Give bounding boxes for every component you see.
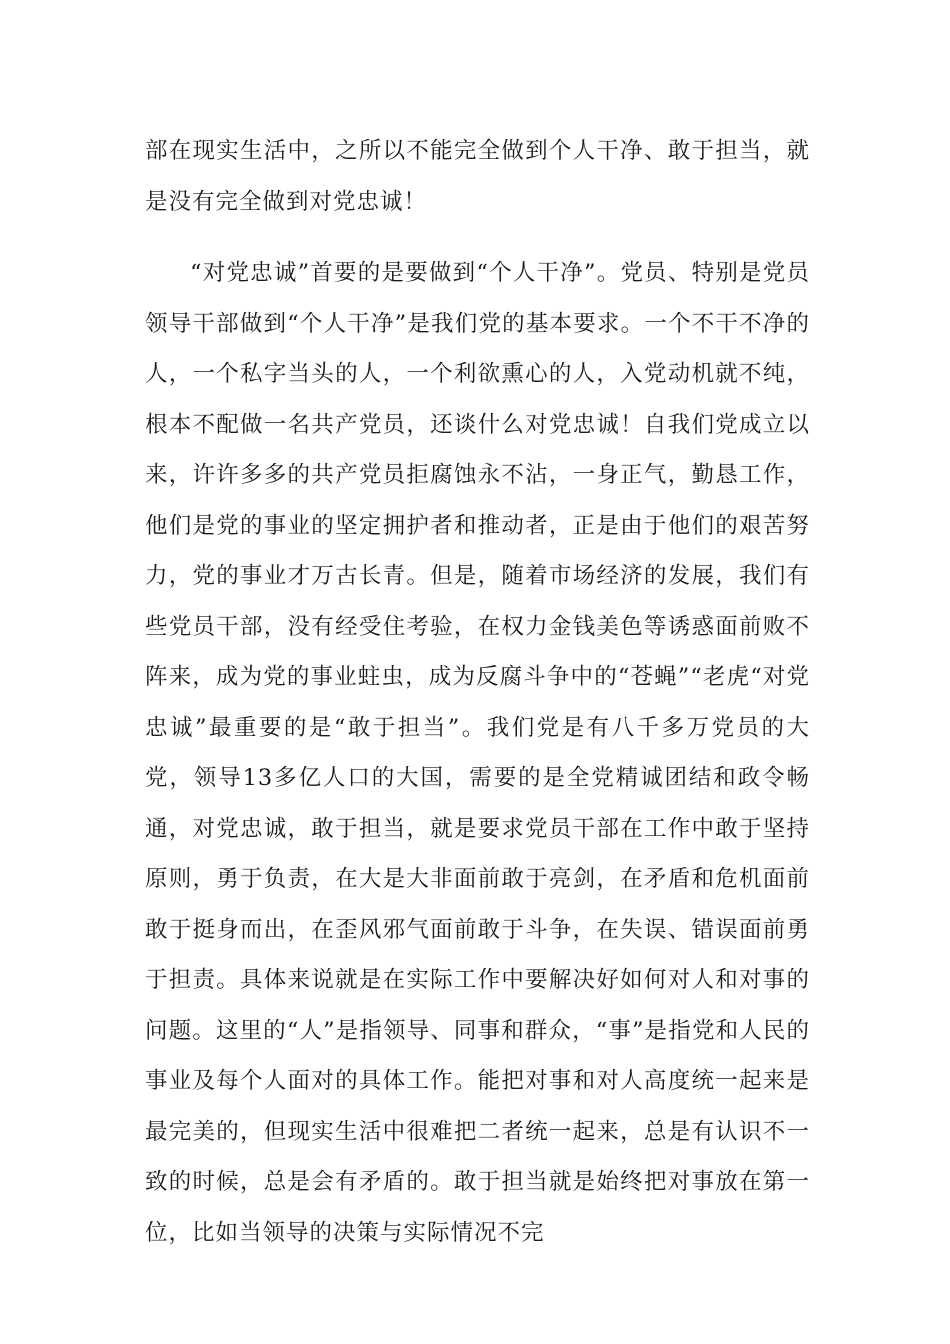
paragraph-body: “对党忠诚”首要的是要做到“个人干净”。党员、特别是党员领导干部做到“个人干净”是我们党的基本要求。一个不干不净的人，一个私字当头的人，一个利欲熏心的人，入党动机就不纯，根本不配做一名共产党员，还谈什么对党忠诚！自我们党成立以来，许许多多的共产党员拒腐蚀永不沾，一身正气，勤恳工作，他们是党的事业的坚定拥护者和推动者，正是由于他们的艰苦努力，党的事业才万古长青。但是，随着市场经济的发展，我们有些党员干部，没有经受住考验，在权力金钱美色等诱惑面前败不阵来，成为党的事业蛀虫，成为反腐斗争中的“苍蝇”“老虎“对党忠诚”最重要的是“敢于担当”。我们党是有八千多万党员的大党，领导13多亿人口的大国，需要的是全党精诚团结和政令畅通，对党忠诚，敢于担当，就是要求党员干部在工作中敢于坚持原则，勇于负责，在大是大非面前敢于亮剑，在矛盾和危机面前敢于挺身而出，在歪风邪气面前敢于斗争，在失误、错误面前勇于担责。具体来说就是在实际工作中要解决好如何对人和对事的问题。这里的“人”是指领导、同事和群众，“事”是指党和人民的事业及每个人面对的具体工作。能把对事和对人高度统一起来是最完美的，但现实生活中很难把二者统一起来，总是有认识不一致的时候，总是会有矛盾的。敢于担当就是始终把对事放在第一位，比如当领导的决策与实际情况不完 <box>145 260 810 1246</box>
paragraph-continuation: 部在现实生活中，之所以不能完全做到个人干净、敢于担当，就是没有完全做到对党忠诚！ <box>145 138 810 215</box>
